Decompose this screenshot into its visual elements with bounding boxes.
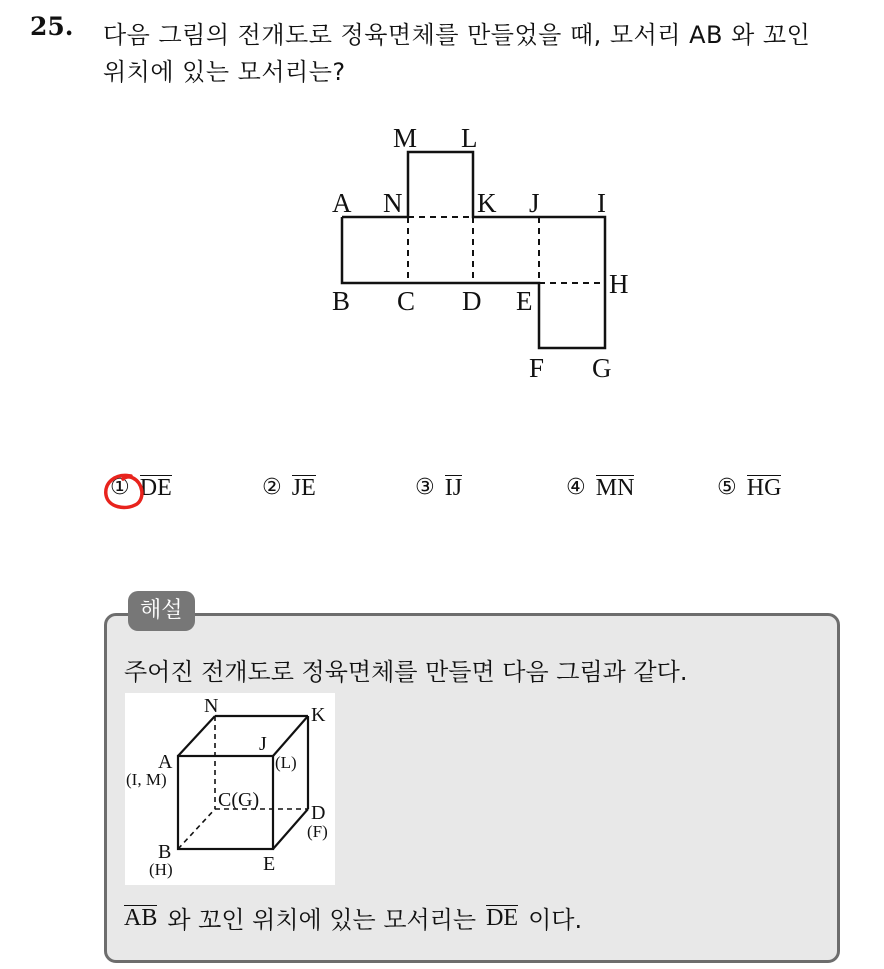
answer-mark-circle xyxy=(101,471,147,513)
cube-label-k: K xyxy=(311,704,326,726)
cube-diagram xyxy=(125,693,335,885)
solution-tag: 해설 xyxy=(128,591,195,631)
cube-label-a-alt: (I, M) xyxy=(126,770,167,789)
net-label-e: E xyxy=(516,286,533,316)
choice-4[interactable] xyxy=(566,475,634,500)
cube-label-j: J xyxy=(259,733,267,755)
net-label-h: H xyxy=(609,269,629,299)
net-label-i: I xyxy=(597,188,606,218)
solution-edge-ab: AB xyxy=(124,905,158,931)
choice-5-number: ⑤ xyxy=(717,475,737,500)
net-label-k: K xyxy=(477,188,497,218)
net-label-a: A xyxy=(332,188,352,218)
net-label-f: F xyxy=(529,353,545,383)
net-label-n: N xyxy=(383,188,403,218)
cube-svg xyxy=(125,693,335,885)
cube-edge-jk xyxy=(273,716,308,756)
question-text-line1: 다음 그림의 전개도로 정육면체를 만들었을 때, 모서리 AB 와 꼬인 xyxy=(103,21,811,49)
cube-label-j-alt: (L) xyxy=(275,753,297,772)
choice-2-number: ② xyxy=(262,475,282,500)
question-number: 25. xyxy=(30,12,74,41)
choice-5-text: HG xyxy=(746,475,782,501)
cube-label-e: E xyxy=(263,853,276,875)
choice-1-number: ① xyxy=(110,475,130,500)
solution-text-line1: 주어진 전개도로 정육면체를 만들면 다음 그림과 같다. xyxy=(124,658,688,686)
net-label-l: L xyxy=(461,123,478,153)
cube-label-n: N xyxy=(204,695,219,717)
net-label-c: C xyxy=(397,286,416,316)
solution-edge-de: DE xyxy=(486,905,519,931)
net-label-j: J xyxy=(529,188,540,218)
choice-2-text: JE xyxy=(291,475,316,501)
choice-3-number: ③ xyxy=(415,475,435,500)
choice-4-text: MN xyxy=(595,475,635,501)
choice-1-text: DE xyxy=(139,475,172,501)
solution-end-text: 이다. xyxy=(528,906,583,934)
question-text-line2: 위치에 있는 모서리는? xyxy=(103,58,346,86)
cube-label-d: D xyxy=(311,802,326,824)
choice-4-number: ④ xyxy=(566,475,586,500)
choice-3[interactable] xyxy=(415,475,462,500)
solution-text-line2 xyxy=(124,900,582,935)
net-label-g: G xyxy=(592,353,612,383)
cube-label-a: A xyxy=(158,751,173,773)
cube-label-b: B xyxy=(158,841,172,863)
cube-edge-an xyxy=(178,716,215,756)
net-label-m: M xyxy=(393,123,418,153)
cube-edge-ed xyxy=(273,809,308,849)
cube-label-b-alt: (H) xyxy=(149,860,173,879)
cube-label-cg: C(G) xyxy=(218,789,260,811)
choice-2[interactable] xyxy=(262,475,316,500)
cube-hidden-bc xyxy=(178,809,215,849)
net-label-b: B xyxy=(332,286,351,316)
cube-net-figure xyxy=(0,0,884,420)
net-label-d: D xyxy=(462,286,482,316)
choice-5[interactable] xyxy=(717,475,781,500)
choice-3-text: IJ xyxy=(444,475,463,501)
solution-mid-text: 와 꼬인 위치에 있는 모서리는 xyxy=(167,906,477,934)
cube-label-d-alt: (F) xyxy=(307,822,328,841)
